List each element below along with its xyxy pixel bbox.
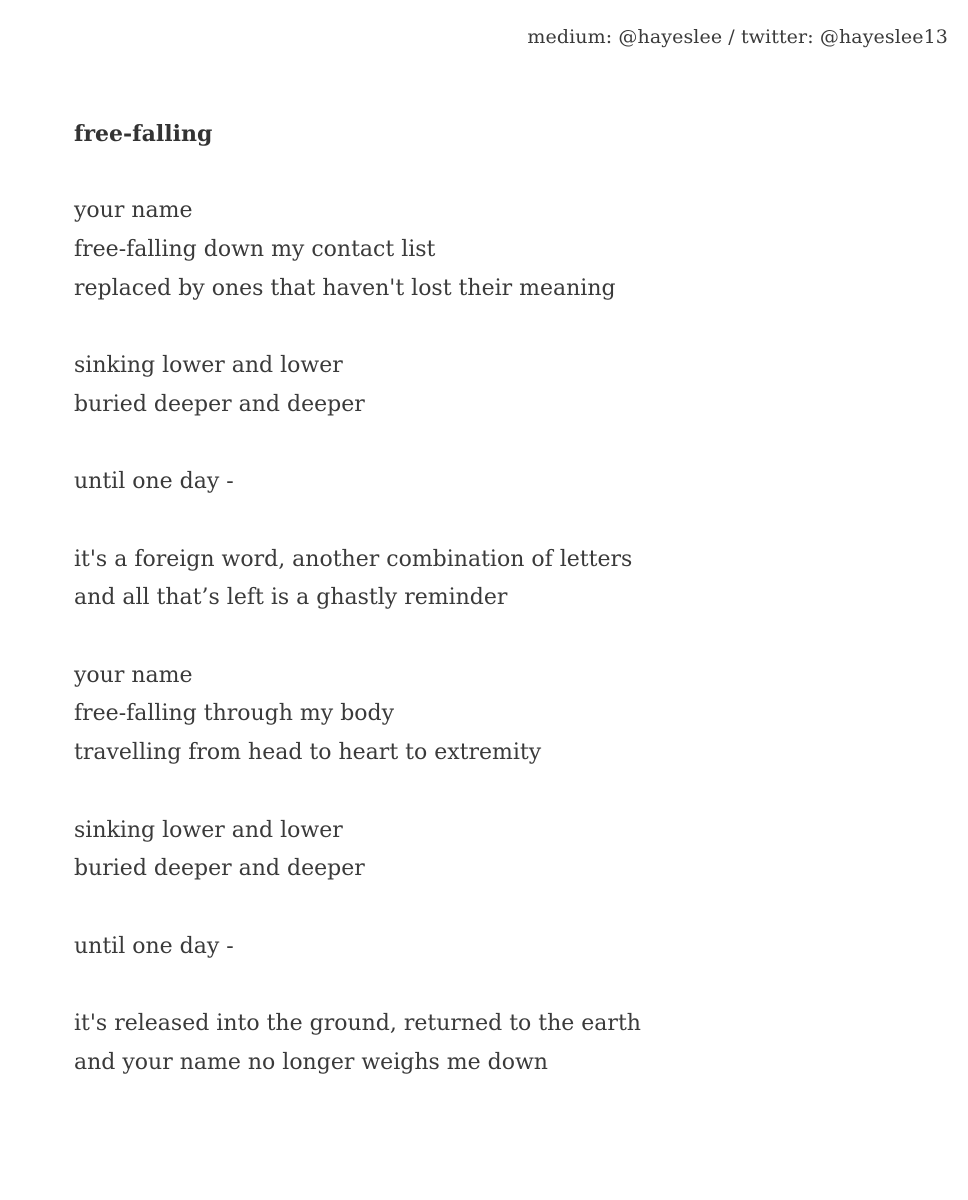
poem-line: your name bbox=[74, 662, 193, 688]
stanza bbox=[74, 463, 894, 502]
poem-line: and all that’s left is a ghastly reminder bbox=[74, 585, 508, 611]
stanza bbox=[74, 928, 894, 967]
poem-line: and your name no longer weighs me down bbox=[74, 1049, 548, 1075]
poem-line: until one day - bbox=[74, 933, 234, 959]
poem-line: it's a foreign word, another combination of letters bbox=[74, 546, 633, 572]
poem-line: travelling from head to heart to extremity bbox=[74, 740, 542, 766]
poem-line: buried deeper and deeper bbox=[74, 856, 365, 882]
poem-line: sinking lower and lower bbox=[74, 353, 343, 379]
poem-line: buried deeper and deeper bbox=[74, 391, 365, 417]
stanza bbox=[74, 812, 894, 889]
stanza bbox=[74, 657, 894, 773]
author-credit: medium: @hayeslee / twitter: @hayeslee13 bbox=[527, 26, 948, 48]
poem-line: replaced by ones that haven't lost their meaning bbox=[74, 275, 616, 301]
stanza bbox=[74, 192, 894, 308]
stanza bbox=[74, 1005, 894, 1082]
stanza bbox=[74, 347, 894, 424]
poem-line: free-falling down my contact list bbox=[74, 237, 436, 263]
poem-title: free-falling bbox=[74, 121, 213, 147]
poem-line: sinking lower and lower bbox=[74, 817, 343, 843]
poem-line: until one day - bbox=[74, 469, 234, 495]
poem bbox=[74, 115, 894, 1121]
stanza bbox=[74, 541, 894, 618]
poem-line: your name bbox=[74, 198, 193, 224]
poem-line: it's released into the ground, returned to the earth bbox=[74, 1011, 641, 1037]
poem-line: free-falling through my body bbox=[74, 701, 395, 727]
